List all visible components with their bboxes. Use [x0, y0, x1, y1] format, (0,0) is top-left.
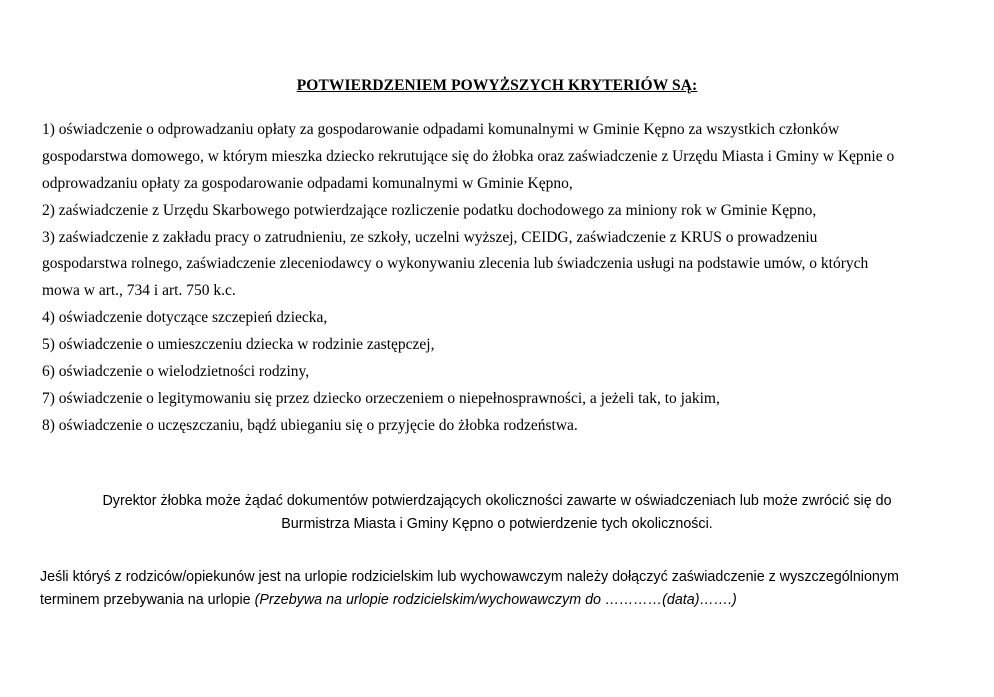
parental-leave-note-line: Jeśli któryś z rodziców/opiekunów jest na urlopie rodzicielskim lub wychowawczym należy dołączyć zaświadczenie z wyszczególnionym: [40, 569, 899, 585]
criteria-line: 5) oświadczenie o umieszczeniu dziecka w rodzinie zastępczej,: [42, 336, 435, 354]
director-note-line: Dyrektor żłobka może żądać dokumentów potwierdzających okoliczności zawarte w oświadczeniach lub może zwrócić się do: [102, 493, 892, 509]
criteria-line: gospodarstwa rolnego, zaświadczenie zleceniodawcy o wykonywaniu zlecenia lub świadczenia usługi na podstawie umów, o których: [42, 255, 869, 273]
criteria-line: mowa w art., 734 i art. 750 k.c.: [42, 282, 236, 300]
criteria-line: 7) oświadczenie o legitymowaniu się przez dziecko orzeczeniem o niepełnosprawności, a jeżeli tak, to jakim,: [42, 389, 720, 407]
criteria-line: odprowadzaniu opłaty za gospodarowanie odpadami komunalnymi w Gminie Kępno,: [42, 174, 573, 192]
criteria-line: 3) zaświadczenie z zakładu pracy o zatrudnieniu, ze szkoły, uczelni wyższej, CEIDG, zaświadczenie z KRUS o prowadzeniu: [42, 228, 818, 246]
page-title: POTWIERDZENIEM POWYŻSZYCH KRYTERIÓW SĄ:: [296, 77, 698, 94]
director-note: [0, 490, 994, 536]
criteria-line: 8) oświadczenie o uczęszczaniu, bądź ubieganiu się o przyjęcie do żłobka rodzeństwa.: [42, 416, 578, 434]
criteria-line: 4) oświadczenie dotyczące szczepień dziecka,: [42, 309, 328, 327]
criteria-line: gospodarstwa domowego, w którym mieszka dziecko rekrutujące się do żłobka oraz zaświadczenie z Urzędu Miasta i Gminy w Kępnie o: [42, 147, 895, 165]
director-note-line: Burmistrza Miasta i Gminy Kępno o potwierdzenie tych okoliczności.: [281, 516, 713, 532]
parental-leave-note: [40, 566, 980, 612]
criteria-line: 1) oświadczenie o odprowadzaniu opłaty za gospodarowanie odpadami komunalnymi w Gminie Kępno za wszystkich członków: [42, 121, 840, 138]
parental-leave-note-text: terminem przebywania na urlopie: [40, 592, 255, 608]
criteria-line: 6) oświadczenie o wielodzietności rodziny,: [42, 363, 310, 381]
criteria-list: [42, 117, 972, 440]
parental-leave-note-line: [40, 589, 980, 612]
parental-leave-date-placeholder: (Przebywa na urlopie rodzicielskim/wychowawczym do …………(data)…….): [254, 592, 737, 608]
criteria-line: 2) zaświadczenie z Urzędu Skarbowego potwierdzające rozliczenie podatku dochodowego za miniony rok w Gminie Kępno,: [42, 201, 817, 219]
